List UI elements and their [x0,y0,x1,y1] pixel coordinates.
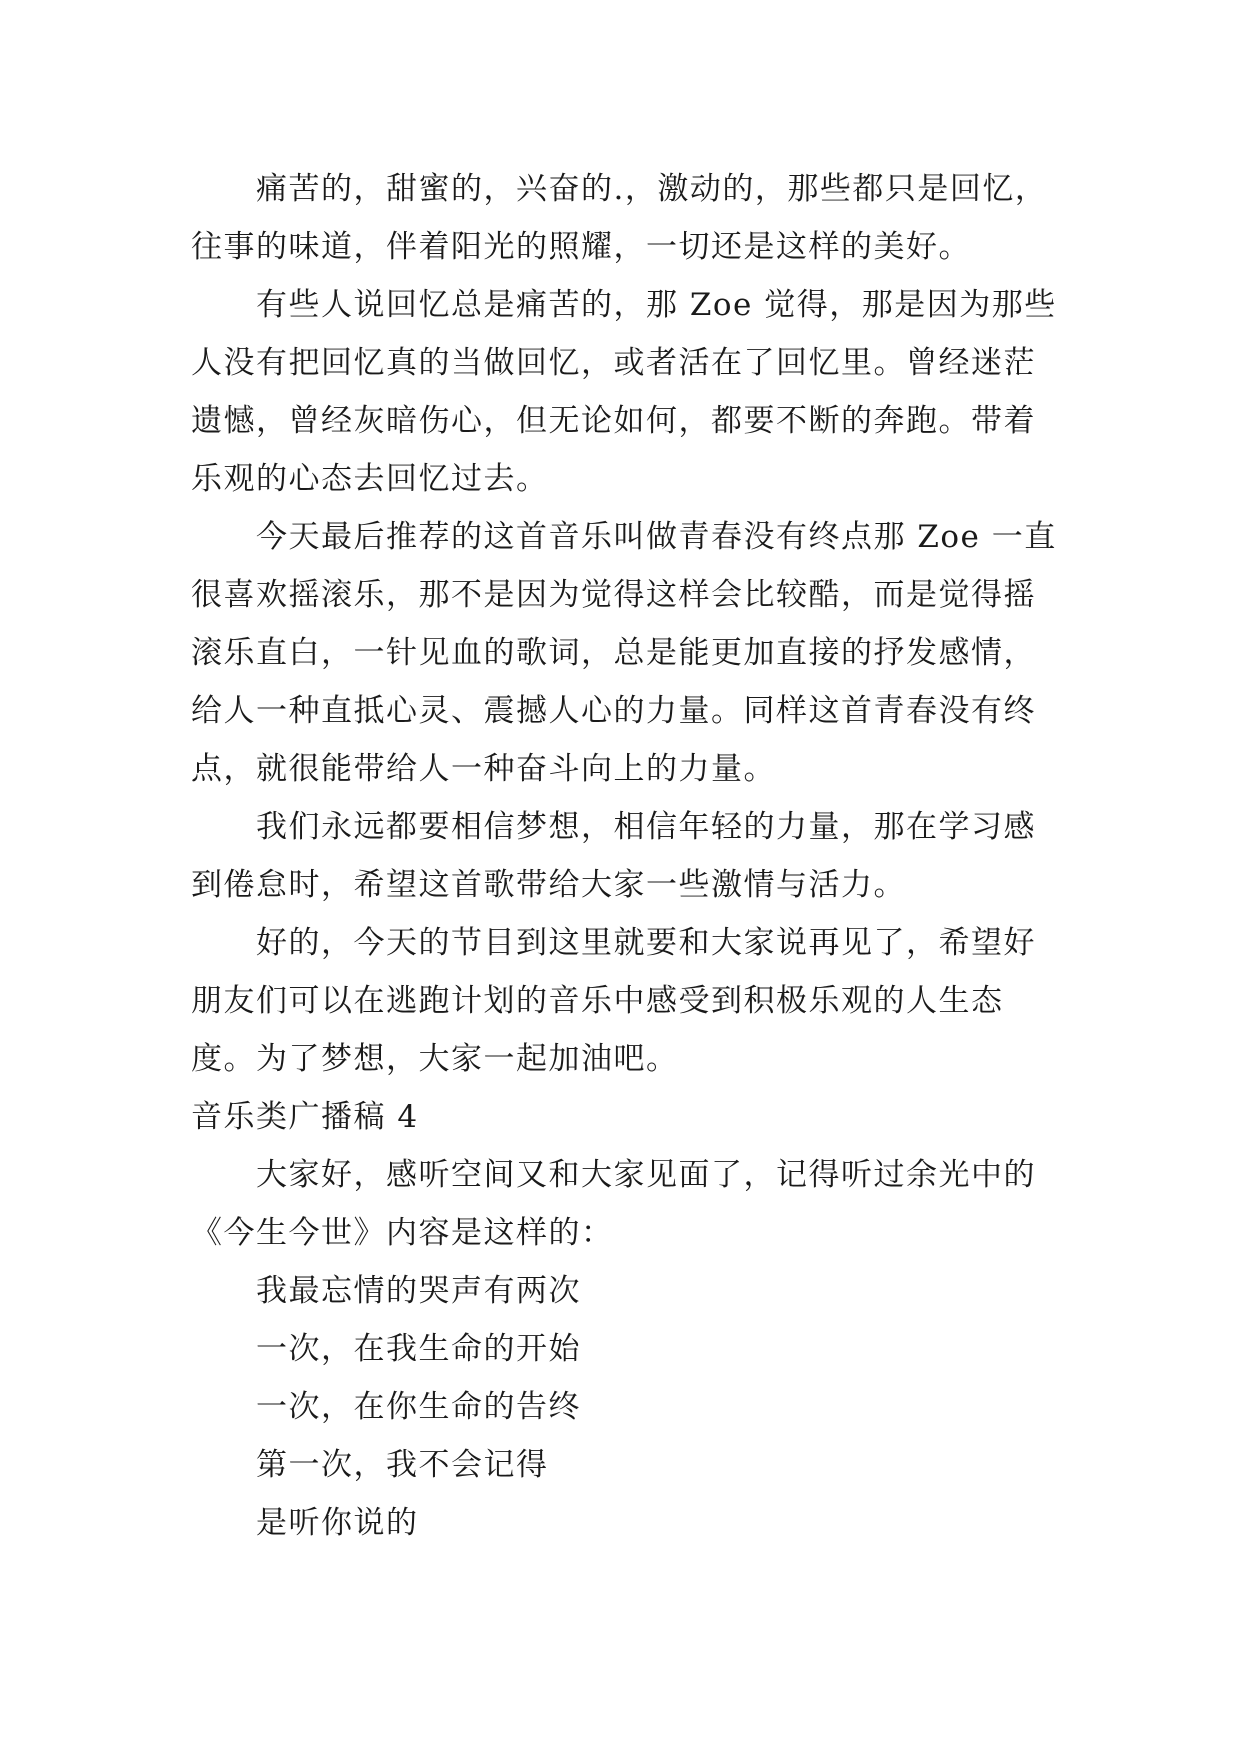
section-heading: 音乐类广播稿 4 [191,1099,419,1135]
paragraph-line: 遗憾，曾经灰暗伤心，但无论如何，都要不断的奔跑。带着 [191,403,1036,439]
paragraph-line: 《今生今世》内容是这样的： [191,1215,614,1251]
paragraph-line: 好的，今天的节目到这里就要和大家说再见了，希望好 [256,925,1036,961]
paragraph-line: 乐观的心态去回忆过去。 [191,461,549,497]
paragraph-line: 大家好，感听空间又和大家见面了，记得听过余光中的 [256,1157,1036,1193]
paragraph-line: 有些人说回忆总是痛苦的，那 Zoe 觉得，那是因为那些 [256,287,1057,323]
poem-line: 是听你说的 [256,1505,419,1541]
paragraph-line: 点，就很能带给人一种奋斗向上的力量。 [191,751,776,787]
paragraph-line: 往事的味道，伴着阳光的照耀，一切还是这样的美好。 [191,229,971,265]
paragraph-line: 今天最后推荐的这首音乐叫做青春没有终点那 Zoe 一直 [256,519,1057,555]
paragraph-line: 人没有把回忆真的当做回忆，或者活在了回忆里。曾经迷茫 [191,345,1036,381]
document-page [191,160,1071,1552]
paragraph-line: 很喜欢摇滚乐，那不是因为觉得这样会比较酷，而是觉得摇 [191,577,1036,613]
poem-line: 第一次，我不会记得 [256,1447,549,1483]
poem-line: 我最忘情的哭声有两次 [256,1273,581,1309]
paragraph-line: 滚乐直白，一针见血的歌词，总是能更加直接的抒发感情， [191,635,1036,671]
paragraph-line: 度。为了梦想，大家一起加油吧。 [191,1041,679,1077]
poem-line: 一次，在你生命的告终 [256,1389,581,1425]
paragraph-line: 到倦怠时，希望这首歌带给大家一些激情与活力。 [191,867,906,903]
paragraph-line: 朋友们可以在逃跑计划的音乐中感受到积极乐观的人生态 [191,983,1004,1019]
paragraph-line: 给人一种直抵心灵、震撼人心的力量。同样这首青春没有终 [191,693,1036,729]
poem-line: 一次，在我生命的开始 [256,1331,581,1367]
paragraph-line: 痛苦的，甜蜜的，兴奋的.，激动的，那些都只是回忆， [256,171,1048,207]
paragraph-line: 我们永远都要相信梦想，相信年轻的力量，那在学习感 [256,809,1036,845]
